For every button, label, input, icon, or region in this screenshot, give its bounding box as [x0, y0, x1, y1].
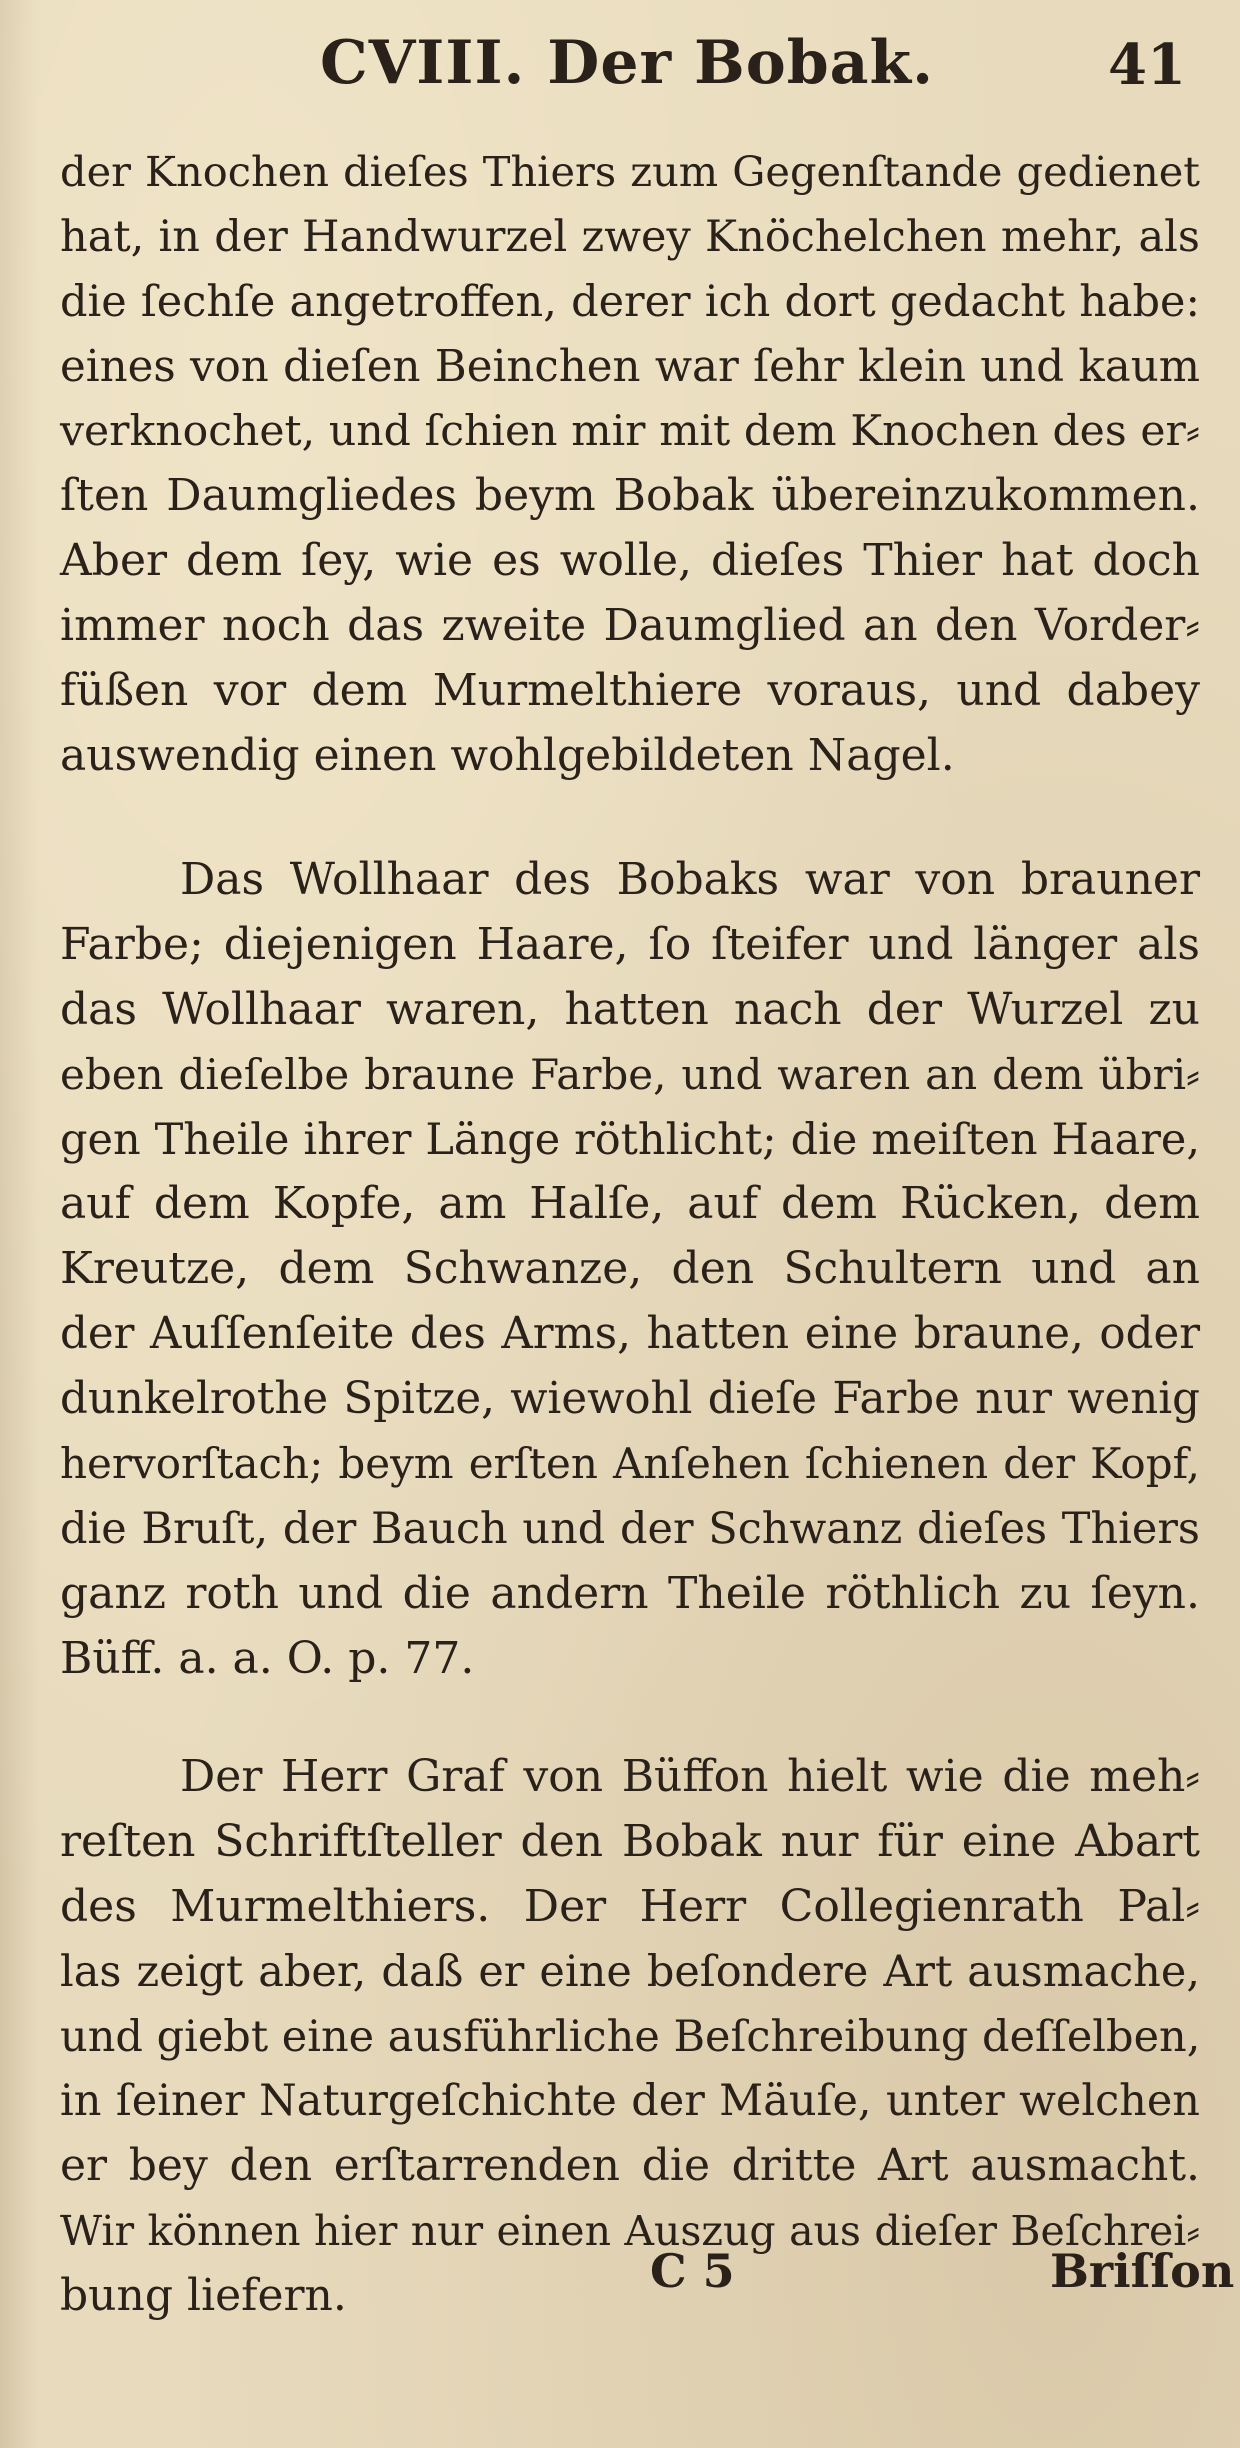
text-line: des Murmelthiers. Der Herr Collegienrath Pal⸗ [60, 1880, 1200, 1932]
text-line: Kreutze, dem Schwanze, den Schultern und an [60, 1243, 1200, 1295]
text-line: Wir können hier nur einen Auszug aus dieſer Beſchrei⸗ [60, 2207, 1200, 2256]
text-line: las zeigt aber, daß er eine beſondere Art ausmache, [60, 1946, 1200, 1997]
text-line: Farbe; diejenigen Haare, ſo ſteifer und länger als [60, 918, 1200, 970]
text-line: auswendig einen wohlgebildeten Nagel. [60, 730, 955, 782]
text-line: auf dem Kopfe, am Halſe, auf dem Rücken, dem [60, 1178, 1200, 1230]
text-line: und giebt eine ausführliche Beſchreibung deſſelben, [60, 2011, 1201, 2062]
paragraph-2 [60, 848, 1200, 1692]
text-line: er bey den erſtarrenden die dritte Art ausmacht. [60, 2140, 1200, 2192]
text-line: die ſechſe angetroffen, derer ich dort gedacht habe: [60, 276, 1200, 327]
text-line: bung liefern. [60, 2270, 347, 2322]
text-line: die Bruſt, der Bauch und der Schwanz dieſes Thiers [60, 1503, 1200, 1554]
citation: Büff. a. a. O. p. 77. [60, 1632, 475, 1684]
text-line: in ſeiner Naturgeſchichte der Mäuſe, unter welchen [60, 2076, 1200, 2127]
text-line: füßen vor dem Murmelthiere voraus, und dabey [60, 665, 1200, 717]
text-line: Der Herr Graf von Büffon hielt wie die meh⸗ [180, 1751, 1200, 1802]
text-line: ſten Daumgliedes beym Bobak übereinzukommen. [60, 470, 1200, 522]
paragraph-1 [60, 140, 1200, 789]
running-header [0, 28, 1240, 128]
text-line: hervorſtach; beym erſten Anſehen ſchienen der Kopf, [60, 1439, 1200, 1489]
catchword: Briſſon [1050, 2244, 1235, 2298]
text-line: gen Theile ihrer Länge röthlicht; die meiſten Haare, [60, 1114, 1200, 1165]
page-number: 41 [1108, 32, 1186, 98]
text-line: immer noch das zweite Daumglied an den Vorder⸗ [60, 600, 1200, 652]
page-footer [0, 2244, 1240, 2324]
signature-mark: C 5 [650, 2244, 735, 2298]
text-line: ganz roth und die andern Theile röthlich zu ſeyn. [60, 1567, 1200, 1619]
text-line: eines von dieſen Beinchen war ſehr klein und kaum [60, 341, 1200, 392]
paragraph-3 [60, 1745, 1200, 2329]
text-line: Das Wollhaar des Bobaks war von brauner [180, 854, 1200, 905]
text-line: dunkelrothe Spitze, wiewohl dieſe Farbe nur wenig [60, 1374, 1200, 1425]
text-line: Aber dem ſey, wie es wolle, dieſes Thier hat doch [60, 535, 1200, 587]
text-line: das Wollhaar waren, hatten nach der Wurzel zu [60, 983, 1200, 1035]
text-line: eben dieſelbe braune Farbe, und waren an dem übri⸗ [60, 1049, 1200, 1099]
text-line: verknochet, und ſchien mir mit dem Knochen des er⸗ [60, 406, 1200, 456]
text-line: reſten Schriftſteller den Bobak nur für eine Abart [60, 1815, 1200, 1867]
text-line: der Knochen dieſes Thiers zum Gegenſtande gedienet [60, 147, 1200, 196]
chapter-title: CVIII. Der Bobak. [320, 28, 935, 98]
text-line: der Auſſenſeite des Arms, hatten eine braune, oder [60, 1309, 1200, 1360]
text-line: hat, in der Handwurzel zwey Knöchelchen mehr, als [60, 211, 1200, 262]
